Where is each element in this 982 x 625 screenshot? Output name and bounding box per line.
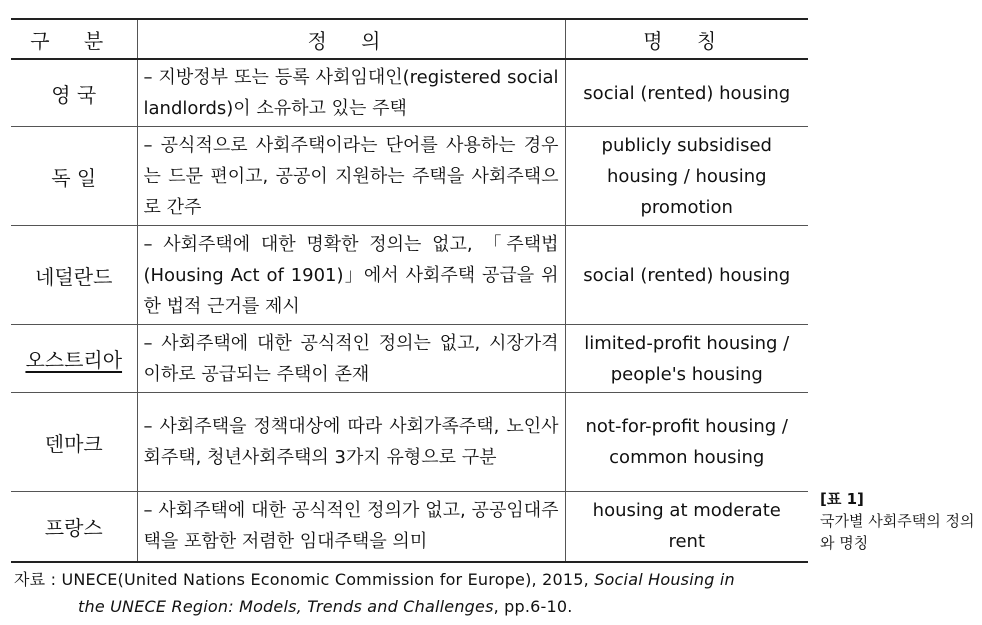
definition-table — [11, 18, 808, 563]
definition-cell: – 사회주택에 대한 명확한 정의는 없고, 「주택법(Housing Act of 1901)」에서 사회주택 공급을 위한 법적 근거를 제시 — [137, 226, 565, 325]
header-name: 명 칭 — [565, 19, 808, 59]
country-cell: 독 일 — [11, 127, 137, 226]
source-title-line1: Social Housing in — [594, 570, 735, 589]
caption-label: [표 1] — [820, 490, 864, 508]
caption-text: 국가별 사회주택의 정의와 명칭 — [820, 512, 975, 552]
source-note — [14, 566, 814, 620]
country-cell: 네덜란드 — [11, 226, 137, 325]
name-cell: not-for-profit housing / common housing — [565, 393, 808, 492]
table-row — [11, 325, 808, 393]
header-category: 구 분 — [11, 19, 137, 59]
source-suffix: , pp.6-10. — [493, 597, 573, 616]
table-row — [11, 127, 808, 226]
header-definition: 정 의 — [137, 19, 565, 59]
definition-cell: – 지방정부 또는 등록 사회임대인(registered social landlords)이 소유하고 있는 주택 — [137, 59, 565, 127]
source-title-line2: the UNECE Region: Models, Trends and Challenges — [78, 597, 494, 616]
table-row — [11, 393, 808, 492]
definition-cell: – 사회주택을 정책대상에 따라 사회가족주택, 노인사회주택, 청년사회주택의 3가지 유형으로 구분 — [137, 393, 565, 492]
country-cell: 덴마크 — [11, 393, 137, 492]
name-cell: housing at moderate rent — [565, 492, 808, 562]
source-prefix: 자료 : UNECE(United Nations Economic Commission for Europe), 2015, — [14, 570, 595, 589]
country-cell: 오스트리아 — [11, 325, 137, 393]
name-cell: limited-profit housing / people's housing — [565, 325, 808, 393]
name-cell: social (rented) housing — [565, 59, 808, 127]
country-cell: 프랑스 — [11, 492, 137, 562]
table-header-row — [11, 19, 808, 59]
name-cell: social (rented) housing — [565, 226, 808, 325]
definition-cell: – 공식적으로 사회주택이라는 단어를 사용하는 경우는 드문 편이고, 공공이 지원하는 주택을 사회주택으로 간주 — [137, 127, 565, 226]
table-caption — [820, 488, 980, 554]
table-row — [11, 226, 808, 325]
table-row — [11, 59, 808, 127]
country-cell: 영 국 — [11, 59, 137, 127]
name-cell: publicly subsidised housing / housing promotion — [565, 127, 808, 226]
definition-cell: – 사회주택에 대한 공식적인 정의는 없고, 시장가격 이하로 공급되는 주택이 존재 — [137, 325, 565, 393]
table-row — [11, 492, 808, 562]
definition-cell: – 사회주택에 대한 공식적인 정의가 없고, 공공임대주택을 포함한 저렴한 임대주택을 의미 — [137, 492, 565, 562]
